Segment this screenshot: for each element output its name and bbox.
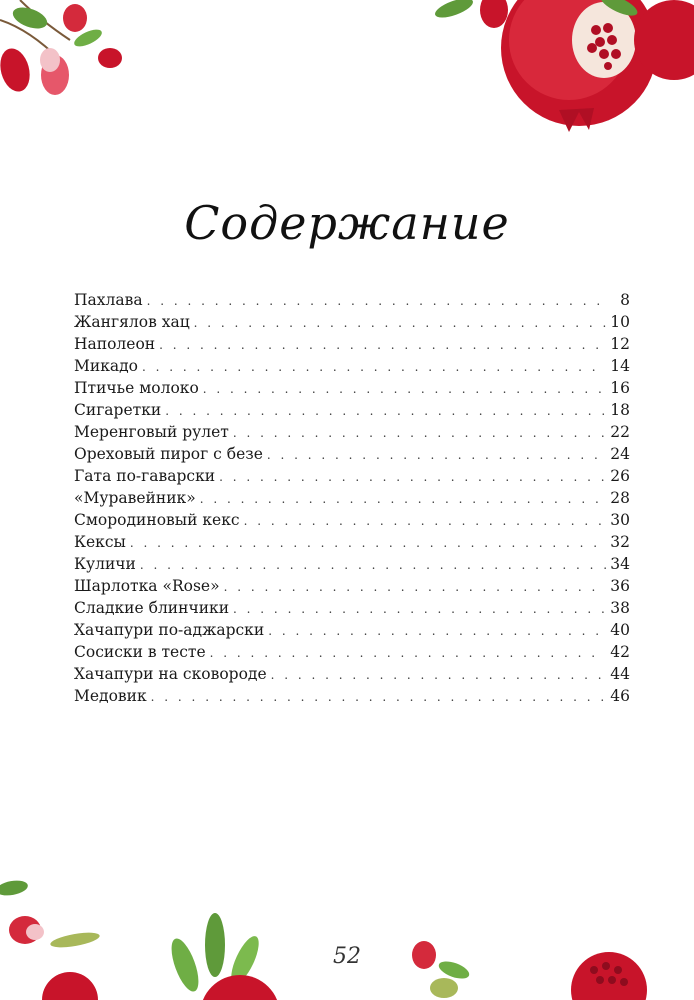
toc-leader-dots (130, 532, 606, 554)
pomegranate-flowers-top-left-illustration (0, 0, 140, 120)
toc-entry-page: 14 (610, 357, 630, 375)
toc-entry (74, 509, 630, 531)
toc-entry-page: 26 (610, 467, 630, 485)
toc-leader-dots (244, 510, 607, 532)
toc-entry (74, 553, 630, 575)
toc-entry (74, 311, 630, 333)
toc-entry-page: 28 (610, 489, 630, 507)
page-number: 52 (333, 944, 361, 969)
toc-entry-page: 22 (610, 423, 630, 441)
toc-leader-dots (233, 422, 606, 444)
toc-leader-dots (140, 554, 606, 576)
toc-leader-dots (233, 598, 606, 620)
toc-entry-page: 42 (610, 643, 630, 661)
toc-leader-dots (219, 466, 606, 488)
pomegranate-bottom-left-illustration (0, 880, 110, 1000)
toc-entry (74, 663, 630, 685)
toc-entry (74, 443, 630, 465)
toc-entry (74, 641, 630, 663)
toc-leader-dots (271, 664, 607, 686)
toc-entry-page: 10 (610, 313, 630, 331)
pomegranate-fruit-top-right-illustration (364, 0, 694, 140)
toc-entry (74, 575, 630, 597)
toc-entry (74, 289, 630, 311)
toc-entry-title: Куличи (74, 555, 136, 573)
toc-leader-dots (165, 400, 606, 422)
toc-entry (74, 487, 630, 509)
toc-entry-page: 38 (610, 599, 630, 617)
toc-entry-page: 12 (610, 335, 630, 353)
toc-entry-title: Пахлава (74, 291, 143, 309)
toc-leader-dots (151, 686, 607, 708)
toc-leader-dots (200, 488, 607, 510)
toc-leader-dots (194, 312, 607, 334)
toc-entry (74, 399, 630, 421)
toc-entry-page: 18 (610, 401, 630, 419)
toc-entry-page: 30 (610, 511, 630, 529)
toc-entry-title: Сосиски в тесте (74, 643, 206, 661)
toc-entry-title: Меренговый рулет (74, 423, 229, 441)
toc-entry (74, 597, 630, 619)
toc-entry (74, 531, 630, 553)
toc-entry-page: 16 (610, 379, 630, 397)
toc-entry (74, 685, 630, 707)
toc-entry-title: Медовик (74, 687, 147, 705)
toc-entry-page: 40 (610, 621, 630, 639)
toc-leader-dots (203, 378, 606, 400)
toc-leader-dots (159, 334, 606, 356)
toc-entry-page: 8 (620, 291, 630, 309)
toc-entry-title: Птичье молоко (74, 379, 199, 397)
toc-entry-page: 34 (610, 555, 630, 573)
toc-entry-page: 46 (610, 687, 630, 705)
toc-entry-title: «Муравейник» (74, 489, 196, 507)
toc-entry (74, 355, 630, 377)
toc-entry-title: Сладкие блинчики (74, 599, 230, 617)
toc-entry-title: Ореховый пирог с безе (74, 445, 263, 463)
toc-entry (74, 619, 630, 641)
toc-entry (74, 377, 630, 399)
toc-entry-title: Хачапури на сковороде (74, 665, 267, 683)
table-of-contents (74, 289, 630, 707)
page-title: Содержание (184, 196, 510, 250)
toc-entry-page: 24 (610, 445, 630, 463)
toc-entry-title: Смородиновый кекс (74, 511, 240, 529)
toc-entry-title: Сигаретки (74, 401, 162, 419)
toc-leader-dots (268, 620, 606, 642)
toc-entry-page: 36 (610, 577, 630, 595)
toc-entry-page: 32 (610, 533, 630, 551)
toc-entry (74, 465, 630, 487)
toc-leader-dots (210, 642, 607, 664)
toc-entry-page: 44 (610, 665, 630, 683)
toc-entry-title: Хачапури по-аджарски (74, 621, 265, 639)
toc-leader-dots (147, 290, 608, 312)
toc-leader-dots (224, 576, 607, 598)
toc-entry (74, 333, 630, 355)
toc-entry-title: Жангялов хац (74, 313, 190, 331)
toc-leader-dots (267, 444, 606, 466)
toc-entry (74, 421, 630, 443)
toc-entry-title: Кексы (74, 533, 126, 551)
toc-leader-dots (142, 356, 606, 378)
toc-entry-title: Микадо (74, 357, 139, 375)
toc-entry-title: Шарлотка «Rose» (74, 577, 220, 595)
toc-entry-title: Гата по-гаварски (74, 467, 216, 485)
toc-entry-title: Наполеон (74, 335, 156, 353)
